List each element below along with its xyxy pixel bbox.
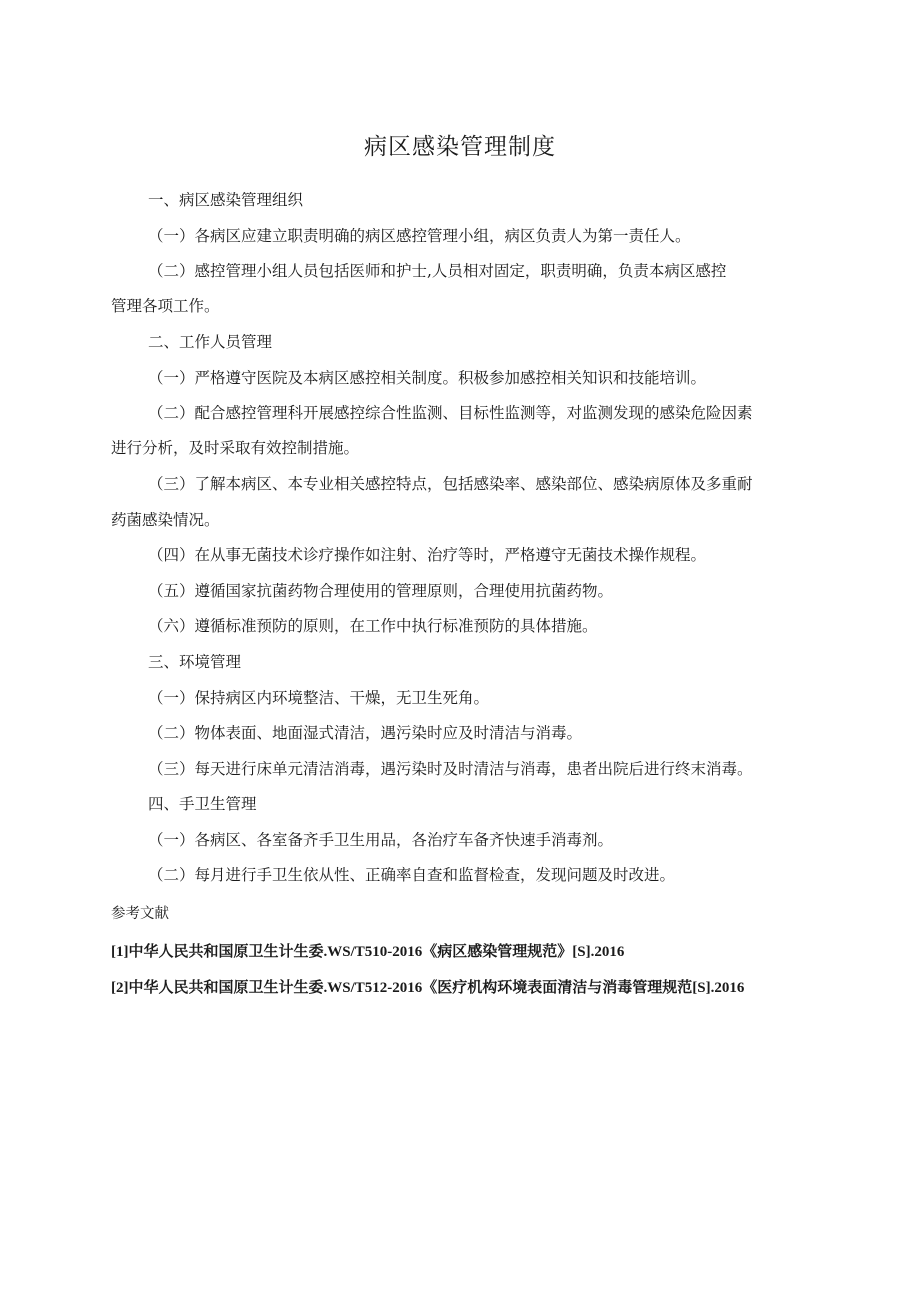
section-3-item-2: （二）物体表面、地面湿式清洁，遇污染时应及时清洁与消毒。 (148, 724, 583, 742)
document-title: 病区感染管理制度 (364, 134, 556, 160)
section-4-item-2: （二）每月进行手卫生依从性、正确率自查和监督检查，发现问题及时改进。 (148, 866, 676, 884)
section-2-item-3-line-2: 药菌感染情况。 (111, 511, 220, 529)
section-1-item-2-line-1: （二）感控管理小组人员包括医师和护士,人员相对固定，职责明确，负责本病区感控 (148, 262, 727, 280)
reference-1: [1]中华人民共和国原卫生计生委.WS/T510-2016《病区感染管理规范》[S].2016 (111, 944, 625, 960)
section-2-item-2-line-1: （二）配合感控管理科开展感控综合性监测、目标性监测等，对监测发现的感染危险因素 (148, 404, 753, 422)
section-2-heading: 二、工作人员管理 (148, 333, 273, 351)
section-1-item-2-line-2: 管理各项工作。 (111, 297, 220, 315)
section-2-item-6: （六）遵循标准预防的原则，在工作中执行标准预防的具体措施。 (148, 617, 598, 635)
reference-2: [2]中华人民共和国原卫生计生委.WS/T512-2016《医疗机构环境表面清洁与消毒管理规范[S].2016 (111, 980, 745, 996)
section-2-item-4: （四）在从事无菌技术诊疗操作如注射、治疗等时，严格遵守无菌技术操作规程。 (148, 546, 707, 564)
section-4-item-1: （一）各病区、各室备齐手卫生用品，各治疗车备齐快速手消毒剂。 (148, 831, 614, 849)
section-2-item-3-line-1: （三）了解本病区、本专业相关感控特点，包括感染率、感染部位、感染病原体及多重耐 (148, 475, 753, 493)
section-1-item-1: （一）各病区应建立职责明确的病区感控管理小组，病区负责人为第一责任人。 (148, 227, 691, 245)
section-3-item-1: （一）保持病区内环境整洁、干燥，无卫生死角。 (148, 689, 490, 707)
section-3-heading: 三、环境管理 (148, 653, 242, 671)
section-2-item-5: （五）遵循国家抗菌药物合理使用的管理原则，合理使用抗菌药物。 (148, 582, 614, 600)
section-4-heading: 四、手卫生管理 (148, 795, 257, 813)
section-2-item-1: （一）严格遵守医院及本病区感控相关制度。积极参加感控相关知识和技能培训。 (148, 369, 707, 387)
section-2-item-2-line-2: 进行分析，及时采取有效控制措施。 (111, 439, 360, 457)
references-heading: 参考文献 (111, 906, 169, 922)
section-3-item-3: （三）每天进行床单元清洁消毒，遇污染时及时清洁与消毒，患者出院后进行终末消毒。 (148, 760, 753, 778)
section-1-heading: 一、病区感染管理组织 (148, 191, 304, 209)
